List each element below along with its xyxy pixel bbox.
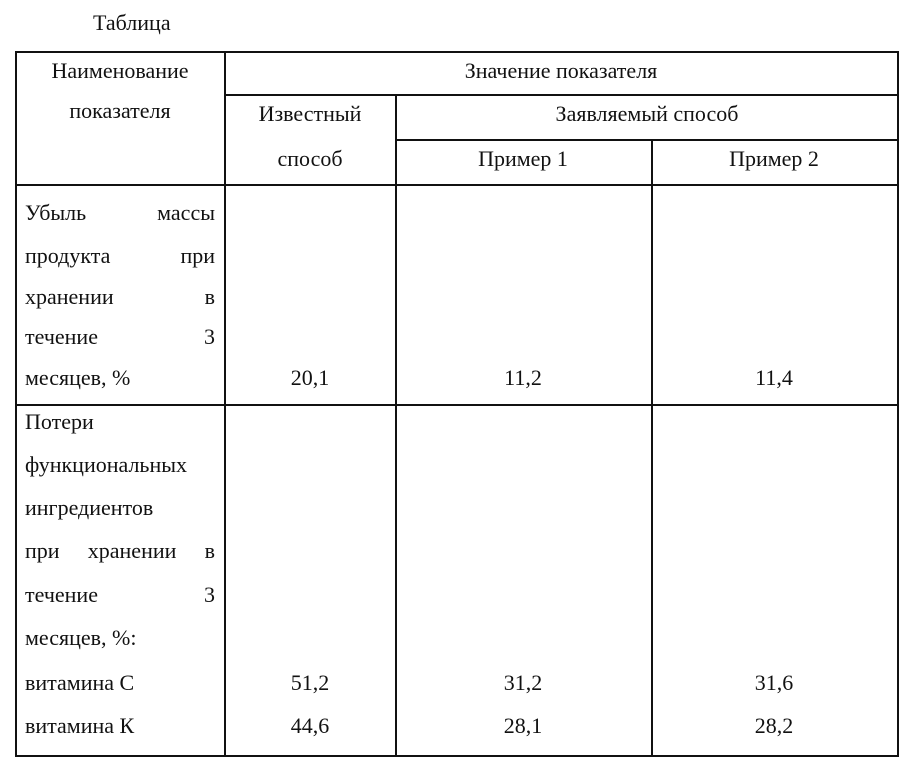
row-label-line: Потери (25, 409, 94, 434)
row-divider (15, 404, 899, 406)
row-label-line: продукта при (25, 243, 215, 268)
cell-example-1: 31,2 (503, 670, 543, 695)
column-divider (224, 51, 226, 757)
row-label-line: при хранении в (25, 538, 215, 563)
header-example-1: Пример 1 (478, 146, 568, 171)
header-known-method: способ (277, 146, 343, 171)
cell-example-2: 28,2 (754, 713, 794, 738)
row-label-line: функциональных (25, 452, 188, 477)
column-divider (395, 94, 397, 757)
divider (225, 94, 899, 96)
cell-known: 51,2 (290, 670, 330, 695)
header-name-col: Наименование (51, 58, 189, 83)
header-known-method: Известный (258, 101, 362, 126)
header-example-2: Пример 2 (729, 146, 819, 171)
header-name-col: показателя (69, 98, 171, 123)
subrow-label: витамина К (25, 713, 135, 738)
table-border-bottom (15, 755, 899, 757)
table-border-top (15, 51, 899, 53)
row-label-line: Убыль массы (25, 200, 215, 225)
column-divider (651, 139, 653, 757)
header-claimed-method: Заявляемый способ (555, 101, 739, 126)
row-label-line: течение 3 (25, 324, 215, 349)
cell-known: 44,6 (290, 713, 330, 738)
divider (396, 139, 899, 141)
cell-example-2: 11,4 (755, 365, 793, 390)
header-bottom-border (15, 184, 899, 186)
row-label-line: месяцев, % (25, 365, 131, 390)
header-value-group: Значение показателя (464, 58, 658, 83)
cell-example-2: 31,6 (754, 670, 794, 695)
row-label-line: хранении в (25, 284, 215, 309)
row-label-line: течение 3 (25, 582, 215, 607)
table-border-left (15, 51, 17, 757)
row-label-line: ингредиентов (25, 495, 154, 520)
cell-example-1: 28,1 (503, 713, 543, 738)
cell-known: 20,1 (290, 365, 330, 390)
cell-example-1: 11,2 (504, 365, 542, 390)
subrow-label: витамина С (25, 670, 135, 695)
table-caption: Таблица (93, 10, 171, 35)
table-border-right (897, 51, 899, 757)
row-label-line: месяцев, %: (25, 625, 137, 650)
